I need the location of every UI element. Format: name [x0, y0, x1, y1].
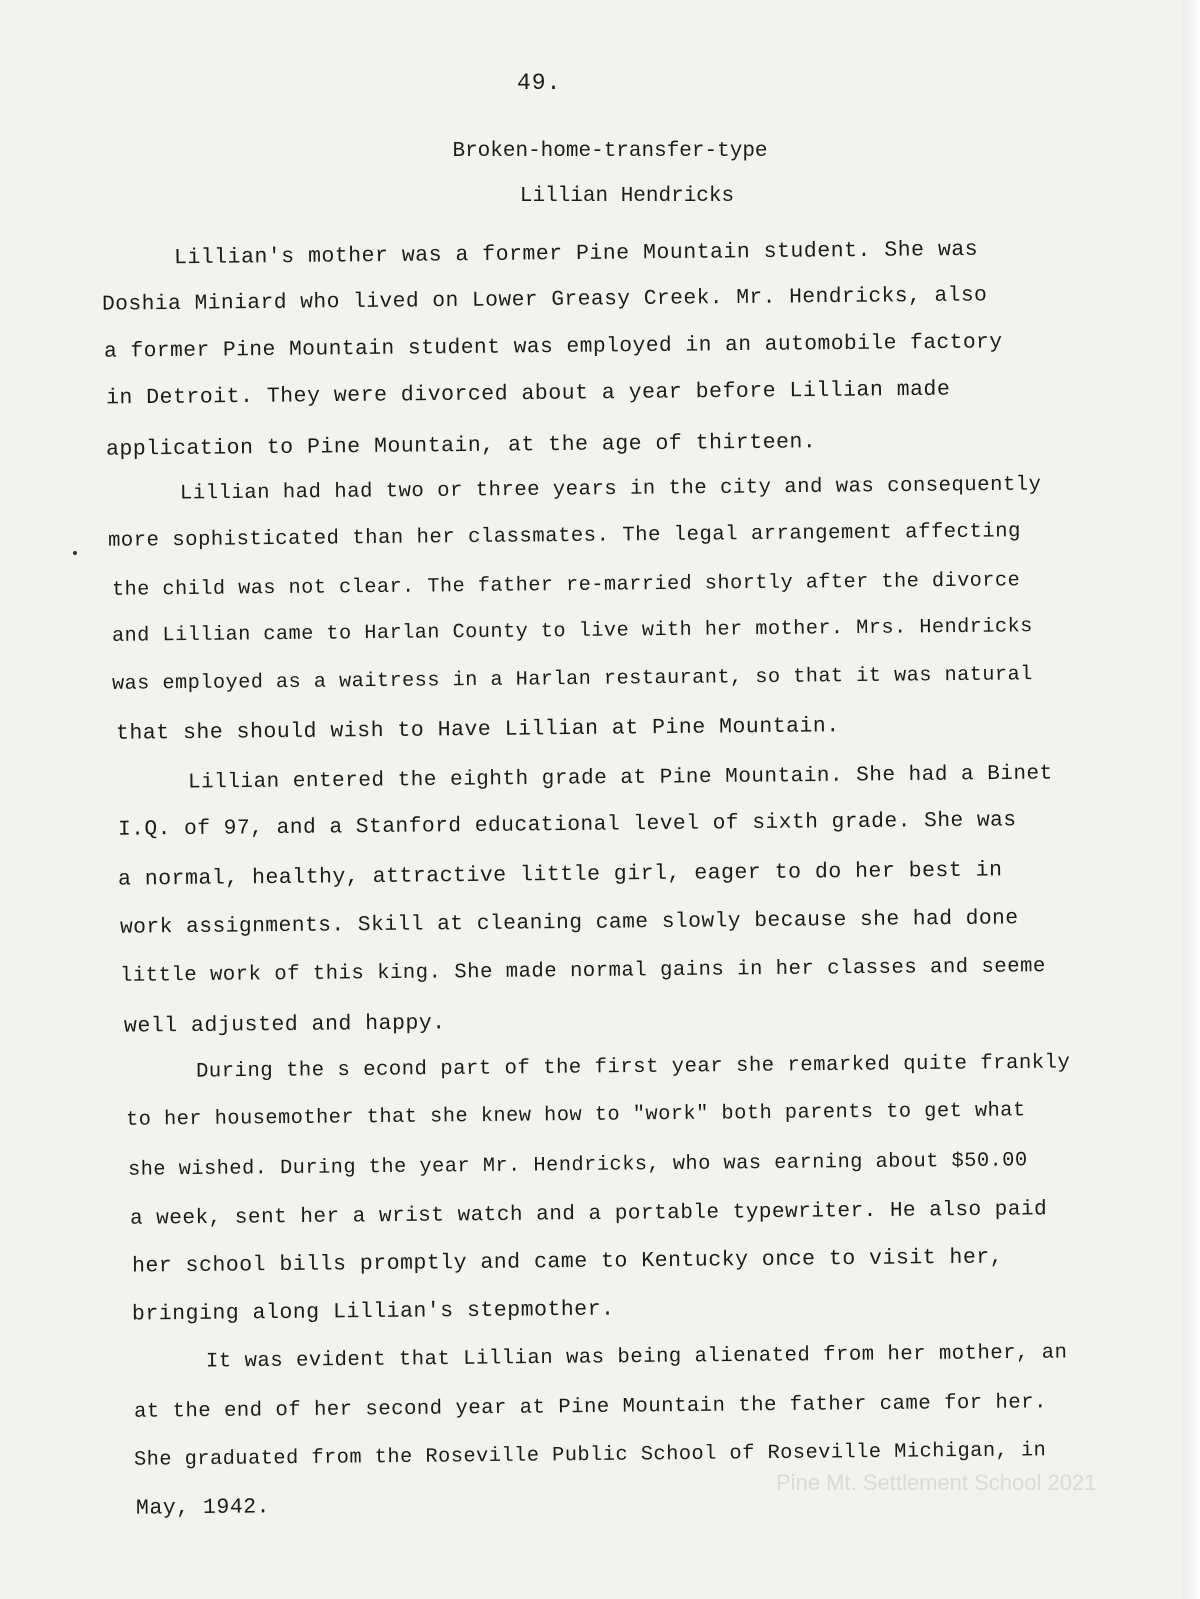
text-line: During the s econd part of the first year she remarked quite frankly	[195, 1051, 1071, 1084]
text-line: application to Pine Mountain, at the age of thirteen.	[105, 430, 817, 462]
text-line: I.Q. of 97, and a Stanford educational level of sixth grade. She was	[117, 808, 1017, 842]
watermark: Pine Mt. Settlement School 2021	[776, 1470, 1097, 1495]
text-line: a week, sent her a wrist watch and a portable typewriter. He also paid	[129, 1198, 1048, 1231]
page-number: 49.	[517, 70, 562, 96]
text-line: Doshia Miniard who lived on Lower Greasy Creek. Mr. Hendricks, also	[101, 283, 988, 317]
text-line: her school bills promptly and came to Kentucky once to visit her,	[131, 1245, 1004, 1279]
paper-edge	[1182, 0, 1200, 1599]
text-line: a former Pine Mountain student was employed in an automobile factory	[103, 330, 1003, 364]
text-line: work assignments. Skill at cleaning came slowly because she had done	[119, 906, 1019, 940]
text-line: to her housemother that she knew how to "work" both parents to get what	[125, 1099, 1026, 1132]
text-line: more sophisticated than her classmates. The legal arrangement affecting	[107, 520, 1022, 553]
text-line: a normal, healthy, attractive little girl, eager to do her best in	[117, 858, 1003, 892]
text-line: She graduated from the Roseville Public School of Roseville Michigan, in	[133, 1439, 1047, 1472]
text-line: the child was not clear. The father re-married shortly after the divorce	[111, 569, 1021, 602]
text-line: Lillian entered the eighth grade at Pine Mountain. She had a Binet	[187, 762, 1053, 795]
text-line: at the end of her second year at Pine Mountain the father came for her.	[133, 1391, 1048, 1424]
text-line: bringing along Lillian's stepmother.	[131, 1297, 615, 1327]
margin-mark	[73, 551, 77, 555]
text-line: little work of this king. She made normal gains in her classes and seeme	[119, 955, 1046, 988]
text-line: she wished. During the year Mr. Hendricks, who was earning about $50.00	[127, 1149, 1028, 1182]
text-line: that she should wish to Have Lillian at Pine Mountain.	[115, 714, 840, 746]
category-heading: Broken-home-transfer-type	[452, 140, 768, 163]
text-line: was employed as a waitress in a Harlan restaurant, so that it was natural	[111, 663, 1033, 696]
text-line: and Lillian came to Harlan County to live with her mother. Mrs. Hendricks	[111, 615, 1033, 648]
text-line: in Detroit. They were divorced about a year before Lillian made	[105, 377, 951, 411]
text-line: It was evident that Lillian was being alienated from her mother, an	[205, 1341, 1068, 1374]
text-line: Lillian's mother was a former Pine Mountain student. She was	[173, 237, 979, 271]
text-line: Lillian had had two or three years in the city and was consequently	[179, 473, 1042, 506]
subject-name-heading: Lillian Hendricks	[519, 185, 735, 208]
text-line: well adjusted and happy.	[123, 1011, 446, 1039]
text-line: May, 1942.	[135, 1495, 271, 1521]
